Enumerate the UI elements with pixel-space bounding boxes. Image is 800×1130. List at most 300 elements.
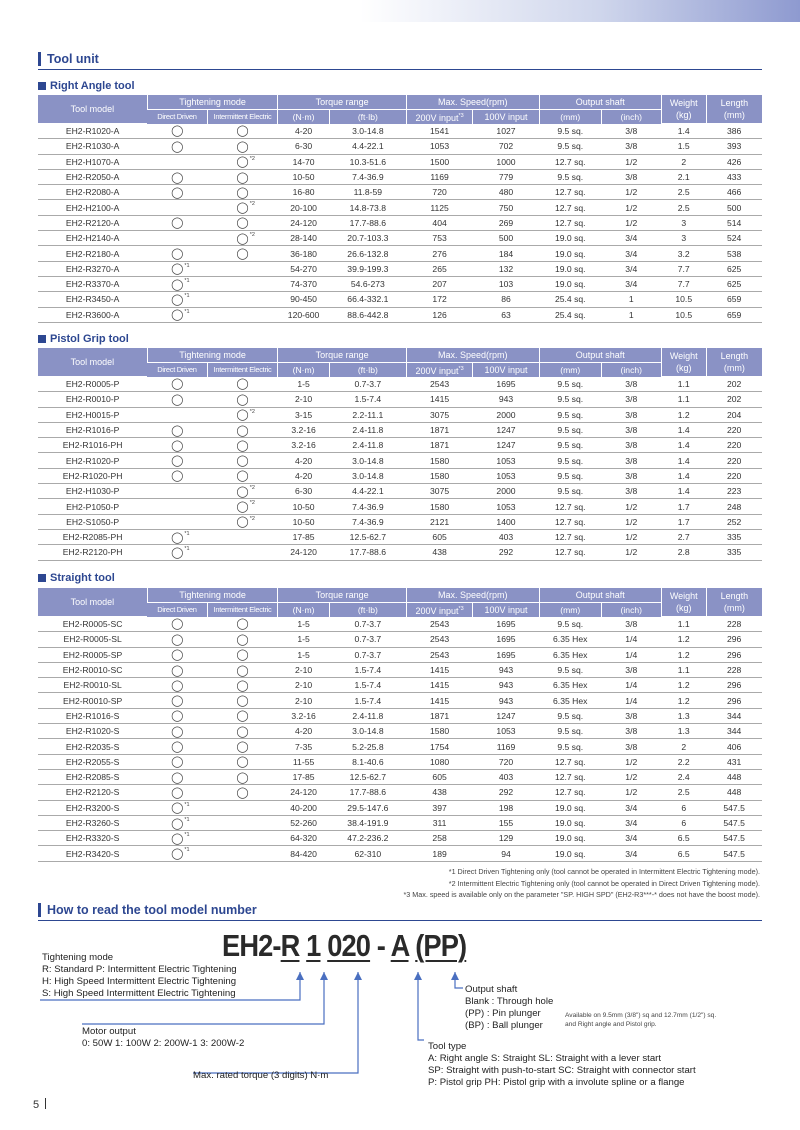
table-row (38, 484, 762, 499)
table-cell: 1754 (406, 739, 472, 754)
table-cell: 14.8-73.8 (329, 200, 406, 215)
table-cell: 189 (406, 846, 472, 861)
table-cell: 4-20 (278, 468, 329, 483)
table-row (38, 307, 762, 322)
mode-mark-icon: ◯ (171, 531, 184, 544)
mode-mark-icon: ◯ (171, 546, 184, 559)
table-cell: 1415 (406, 693, 472, 708)
mode-mark-icon: ◯ (171, 140, 184, 153)
table-cell: 228 (706, 662, 762, 677)
mode-mark-icon: ◯ (236, 710, 249, 723)
mode-mark-icon: ◯ (171, 741, 184, 754)
cell-mode (147, 647, 207, 662)
mode-mark-icon: ◯ (236, 439, 249, 452)
table-cell: 9.5 sq. (539, 438, 601, 453)
table-cell: 779 (473, 169, 539, 184)
table-cell: 547.5 (706, 815, 762, 830)
table-cell: 1.3 (661, 724, 706, 739)
th-length: Length (mm) (706, 348, 762, 377)
mode-mark-icon: ◯ (171, 393, 184, 406)
table-cell: 2.7 (661, 529, 706, 544)
table-pistol-grip (38, 348, 762, 561)
cell-mode (207, 139, 278, 154)
table-cell: 2.5 (661, 785, 706, 800)
mode-mark-icon: ◯ (171, 725, 184, 738)
table-cell: 2 (661, 154, 706, 169)
table-cell: 3/8 (601, 484, 661, 499)
th-tightening-mode: Tightening mode (147, 348, 278, 362)
table-cell: 12.7 sq. (539, 200, 601, 215)
table-cell: 1053 (473, 499, 539, 514)
table-cell: EH2-R0005-P (38, 377, 147, 392)
th-direct-driven: Direct Driven (147, 602, 207, 617)
table-row (38, 662, 762, 677)
th-tightening-mode: Tightening mode (147, 95, 278, 109)
table-cell: 2-10 (278, 678, 329, 693)
table-cell: EH2-R0010-P (38, 392, 147, 407)
table-cell: 6 (661, 815, 706, 830)
th-weight: Weight (kg) (661, 588, 706, 617)
table-cell: EH2-H0015-P (38, 407, 147, 422)
mode-mark-icon: ◯ (236, 786, 249, 799)
mode-mark-icon: ◯ (171, 309, 184, 322)
table-cell: 6.35 Hex (539, 693, 601, 708)
table-cell: 25.4 sq. (539, 307, 601, 322)
table-cell: 1580 (406, 453, 472, 468)
table-row (38, 514, 762, 529)
table-cell: 17.7-88.6 (329, 215, 406, 230)
mode-mark-icon: ◯ (236, 633, 249, 646)
table-cell: 438 (406, 545, 472, 560)
th-inch: (inch) (601, 109, 661, 124)
table-cell: 2543 (406, 617, 472, 632)
mode-mark-icon: ◯ (171, 186, 184, 199)
table-cell: 63 (473, 307, 539, 322)
table-cell: 1125 (406, 200, 472, 215)
table-cell: EH2-H1030-P (38, 484, 147, 499)
table-cell: 3.2-16 (278, 708, 329, 723)
table-cell: 3 (661, 215, 706, 230)
table-cell: 19.0 sq. (539, 246, 601, 261)
cell-mode: ◯ *2 (207, 154, 278, 169)
table-cell: EH2-R1020-A (38, 124, 147, 139)
mode-mark-icon: ◯ (171, 439, 184, 452)
table-row (38, 231, 762, 246)
table-cell: 26.6-132.8 (329, 246, 406, 261)
table-cell: 1053 (406, 139, 472, 154)
table-cell: 397 (406, 800, 472, 815)
cell-mode (207, 647, 278, 662)
table-cell: 9.5 sq. (539, 617, 601, 632)
table-cell: 6-30 (278, 139, 329, 154)
th-output-shaft: Output shaft (539, 348, 661, 362)
table-cell: 393 (706, 139, 762, 154)
table-cell: 29.5-147.6 (329, 800, 406, 815)
table-cell: 3.0-14.8 (329, 724, 406, 739)
table-cell: 547.5 (706, 846, 762, 861)
model-code (222, 928, 466, 964)
mode-mark-icon: ◯ (236, 679, 249, 692)
table-cell: 19.0 sq. (539, 261, 601, 276)
table-cell: 25.4 sq. (539, 292, 601, 307)
model-part-shaft: (PP) (415, 928, 467, 963)
th-torque-range: Torque range (278, 348, 407, 362)
table-cell: EH2-R3270-A (38, 261, 147, 276)
cell-mode (147, 422, 207, 437)
th-100v: 100V input (473, 362, 539, 377)
table-cell: 1.4 (661, 124, 706, 139)
table-cell: 438 (406, 785, 472, 800)
table-cell: 3/8 (601, 438, 661, 453)
mode-mark-icon: ◯ (171, 664, 184, 677)
table-cell: 1/4 (601, 678, 661, 693)
table-cell: 1027 (473, 124, 539, 139)
table-cell: 3/8 (601, 392, 661, 407)
mode-mark-icon: ◯ (236, 248, 249, 261)
footnote-1: *1 Direct Driven Tightening only (tool cannot be operated in Intermittent Electric Tightening mode). (448, 867, 760, 876)
cell-mode (147, 499, 207, 514)
table-cell: 344 (706, 708, 762, 723)
table-cell: 4.4-22.1 (329, 484, 406, 499)
table-cell: 1.4 (661, 453, 706, 468)
table-cell: 1169 (473, 739, 539, 754)
mode-mark-icon: ◯ (236, 771, 249, 784)
cell-mode (147, 438, 207, 453)
table-cell: EH2-R3320-S (38, 831, 147, 846)
table-cell: 198 (473, 800, 539, 815)
table-row (38, 215, 762, 230)
table-cell: 17-85 (278, 769, 329, 784)
table-cell: 3/8 (601, 139, 661, 154)
table-row (38, 261, 762, 276)
table-cell: 0.7-3.7 (329, 377, 406, 392)
table-cell: 1/2 (601, 529, 661, 544)
table-cell: 276 (406, 246, 472, 261)
cell-mode: ◯ *1 (147, 261, 207, 276)
cell-mode (207, 468, 278, 483)
table-cell: 1-5 (278, 377, 329, 392)
table-cell: 1695 (473, 377, 539, 392)
table-cell: 6-30 (278, 484, 329, 499)
mode-mark-icon: ◯ (171, 125, 184, 138)
table-cell: 220 (706, 422, 762, 437)
mode-mark-icon: ◯ (171, 470, 184, 483)
table-cell: 9.5 sq. (539, 139, 601, 154)
cell-mode: ◯ *1 (147, 307, 207, 322)
table-cell: 52-260 (278, 815, 329, 830)
cell-mode (207, 438, 278, 453)
cell-mode: ◯ *1 (147, 831, 207, 846)
table-cell: 1/4 (601, 632, 661, 647)
table-cell: 1695 (473, 647, 539, 662)
table-row (38, 377, 762, 392)
mode-mark-icon: ◯ (171, 802, 184, 815)
table-cell: 66.4-332.1 (329, 292, 406, 307)
th-tool-model: Tool model (38, 348, 147, 377)
section-title-model-number: How to read the tool model number (38, 903, 257, 917)
table-cell: 220 (706, 468, 762, 483)
table-cell: 466 (706, 185, 762, 200)
cell-mode (207, 662, 278, 677)
table-cell: 24-120 (278, 785, 329, 800)
table-cell: 172 (406, 292, 472, 307)
table-cell: 7.4-36.9 (329, 169, 406, 184)
table-cell: 1.1 (661, 377, 706, 392)
table-cell: 1695 (473, 632, 539, 647)
table-cell: 1 (601, 292, 661, 307)
cell-mode (207, 377, 278, 392)
table-cell: EH2-R1016-P (38, 422, 147, 437)
mode-mark-icon: ◯ (236, 725, 249, 738)
table-cell: 943 (473, 392, 539, 407)
table-cell: 20.7-103.3 (329, 231, 406, 246)
mode-mark-icon: ◯ (236, 232, 249, 245)
table-cell: 1.5-7.4 (329, 392, 406, 407)
table-cell: 1/2 (601, 545, 661, 560)
th-ftlb: (ft·lb) (329, 362, 406, 377)
table-cell: 9.5 sq. (539, 724, 601, 739)
table-cell: 3.2 (661, 246, 706, 261)
table-cell: 3075 (406, 407, 472, 422)
mode-mark-icon: ◯ (236, 455, 249, 468)
table-row (38, 632, 762, 647)
table-cell: 296 (706, 632, 762, 647)
cell-mode (207, 307, 278, 322)
table-cell: 38.4-191.9 (329, 815, 406, 830)
table-cell: 3075 (406, 484, 472, 499)
cell-mode (147, 392, 207, 407)
cell-mode (207, 617, 278, 632)
table-cell: 129 (473, 831, 539, 846)
table-cell: 12.7 sq. (539, 769, 601, 784)
table-right-angle (38, 95, 762, 323)
table-cell: 126 (406, 307, 472, 322)
table-row (38, 185, 762, 200)
table-cell: 9.5 sq. (539, 662, 601, 677)
th-inch: (inch) (601, 362, 661, 377)
table-cell: 943 (473, 662, 539, 677)
th-intermittent: Intermittent Electric (207, 109, 278, 124)
table-cell: 3/8 (601, 724, 661, 739)
table-cell: 3.0-14.8 (329, 468, 406, 483)
cell-mode (207, 545, 278, 560)
cell-mode: ◯ *1 (147, 276, 207, 291)
cell-mode (207, 800, 278, 815)
cell-mode (207, 422, 278, 437)
table-cell: 943 (473, 693, 539, 708)
mode-mark-icon: ◯ (171, 263, 184, 276)
cell-mode (147, 215, 207, 230)
legend-output-shaft: Output shaft Blank : Through hole (PP) : Pin plunger (BP) : Ball plunger (465, 984, 554, 1031)
table-cell: 3-15 (278, 407, 329, 422)
mode-mark-icon: ◯ (171, 248, 184, 261)
table-cell: 3/4 (601, 800, 661, 815)
cell-mode (207, 846, 278, 861)
cell-mode (207, 169, 278, 184)
footnotes (160, 866, 760, 901)
table-cell: 9.5 sq. (539, 739, 601, 754)
table-cell: 2.4-11.8 (329, 708, 406, 723)
mode-mark-icon: ◯ (171, 424, 184, 437)
table-cell: EH2-R0010-SL (38, 678, 147, 693)
table-cell: 292 (473, 545, 539, 560)
table-cell: EH2-R3370-A (38, 276, 147, 291)
table-cell: 1580 (406, 499, 472, 514)
table-cell: 7-35 (278, 739, 329, 754)
cell-mode (147, 724, 207, 739)
cell-mode (207, 754, 278, 769)
th-inch: (inch) (601, 602, 661, 617)
table-row (38, 831, 762, 846)
table-cell: 223 (706, 484, 762, 499)
th-200v: 200V input$^{*3}$ (406, 362, 472, 377)
model-part-mode: R (280, 928, 300, 963)
table-cell: 1000 (473, 154, 539, 169)
table-cell: 2-10 (278, 392, 329, 407)
cell-mode: ◯ *1 (147, 292, 207, 307)
table-cell: 753 (406, 231, 472, 246)
subtitle-right-angle: Right Angle tool (38, 80, 135, 92)
table-cell: EH2-R2035-S (38, 739, 147, 754)
table-cell: 86 (473, 292, 539, 307)
table-cell: 10.5 (661, 307, 706, 322)
table-cell: 1/2 (601, 754, 661, 769)
table-cell: 296 (706, 647, 762, 662)
table-cell: 7.7 (661, 276, 706, 291)
table-cell: 1580 (406, 468, 472, 483)
table-cell: 3.0-14.8 (329, 124, 406, 139)
cell-mode (147, 185, 207, 200)
cell-mode (147, 754, 207, 769)
table-cell: EH2-R3600-A (38, 307, 147, 322)
table-cell: 6.5 (661, 831, 706, 846)
cell-mode (147, 632, 207, 647)
th-nm: (N·m) (278, 362, 329, 377)
table-cell: 605 (406, 529, 472, 544)
table-cell: 2.8 (661, 545, 706, 560)
mode-mark-icon: ◯ (171, 649, 184, 662)
table-cell: 547.5 (706, 831, 762, 846)
section-rule (38, 69, 762, 70)
table-cell: 943 (473, 678, 539, 693)
cell-mode (147, 739, 207, 754)
table-cell: 1-5 (278, 647, 329, 662)
table-cell: 1.3 (661, 708, 706, 723)
mode-mark-icon: ◯ (236, 501, 249, 514)
table-row (38, 678, 762, 693)
table-row (38, 499, 762, 514)
legend-tool-type: Tool type A: Right angle S: Straight SL: Straight with a lever start SP: Straight with push-to-start SC: Straight with connector start P: Pistol grip PH: Pistol grip with a involute spline or a flange (428, 1041, 696, 1088)
mode-mark-icon: ◯ (171, 679, 184, 692)
header-band (0, 0, 800, 22)
table-cell: 1-5 (278, 632, 329, 647)
table-straight (38, 588, 762, 862)
table-cell: 2.1 (661, 169, 706, 184)
th-100v: 100V input (473, 602, 539, 617)
table-cell: 750 (473, 200, 539, 215)
table-cell: 1169 (406, 169, 472, 184)
mode-mark-icon: ◯ (171, 695, 184, 708)
table-row (38, 276, 762, 291)
th-length: Length (mm) (706, 95, 762, 124)
subtitle-straight: Straight tool (38, 572, 115, 584)
table-cell: 12.7 sq. (539, 754, 601, 769)
th-length: Length (mm) (706, 588, 762, 617)
table-cell: 17-85 (278, 529, 329, 544)
th-tool-model: Tool model (38, 588, 147, 617)
table-cell: 1053 (473, 724, 539, 739)
table-cell: EH2-R2120-S (38, 785, 147, 800)
table-cell: 14-70 (278, 154, 329, 169)
table-cell: 4-20 (278, 453, 329, 468)
table-cell: 202 (706, 392, 762, 407)
table-row (38, 815, 762, 830)
cell-mode (147, 484, 207, 499)
table-cell: 2543 (406, 377, 472, 392)
table-cell: 132 (473, 261, 539, 276)
table-cell: 404 (406, 215, 472, 230)
cell-mode (147, 169, 207, 184)
cell-mode (207, 185, 278, 200)
table-cell: 9.5 sq. (539, 484, 601, 499)
table-cell: 625 (706, 261, 762, 276)
table-cell: 16-80 (278, 185, 329, 200)
mode-mark-icon: ◯ (236, 695, 249, 708)
table-cell: 514 (706, 215, 762, 230)
th-200v: 200V input$^{*3}$ (406, 602, 472, 617)
table-cell: 2.5 (661, 200, 706, 215)
table-row (38, 422, 762, 437)
table-cell: 12.7 sq. (539, 499, 601, 514)
th-mm: (mm) (539, 602, 601, 617)
table-cell: 344 (706, 724, 762, 739)
table-cell: 0.7-3.7 (329, 647, 406, 662)
table-cell: 1/4 (601, 647, 661, 662)
mode-mark-icon: ◯ (236, 649, 249, 662)
table-cell: 2-10 (278, 662, 329, 677)
table-cell: 12.7 sq. (539, 785, 601, 800)
table-cell: EH2-R0010-SP (38, 693, 147, 708)
table-cell: 12.7 sq. (539, 154, 601, 169)
table-cell: 1.1 (661, 392, 706, 407)
cell-mode: ◯ *2 (207, 484, 278, 499)
table-cell: 8.1-40.6 (329, 754, 406, 769)
table-cell: 6.35 Hex (539, 647, 601, 662)
cell-mode (147, 139, 207, 154)
table-cell: 10.5 (661, 292, 706, 307)
table-row (38, 800, 762, 815)
table-cell: 1080 (406, 754, 472, 769)
cell-mode (147, 769, 207, 784)
cell-mode (147, 453, 207, 468)
table-cell: 12.7 sq. (539, 215, 601, 230)
cell-mode (147, 468, 207, 483)
model-dash: - (376, 928, 385, 963)
table-cell: 3/4 (601, 831, 661, 846)
table-cell: EH2-R1016-S (38, 708, 147, 723)
section-title-tool-unit: Tool unit (38, 52, 99, 66)
table-cell: 1/2 (601, 200, 661, 215)
mode-mark-icon: ◯ (171, 756, 184, 769)
table-cell: 3/8 (601, 407, 661, 422)
table-cell: 605 (406, 769, 472, 784)
mode-mark-icon: ◯ (171, 455, 184, 468)
table-cell: 2.2-11.1 (329, 407, 406, 422)
table-cell: EH2-R2085-PH (38, 529, 147, 544)
mode-mark-icon: ◯ (236, 741, 249, 754)
table-cell: 220 (706, 438, 762, 453)
th-tightening-mode: Tightening mode (147, 588, 278, 602)
